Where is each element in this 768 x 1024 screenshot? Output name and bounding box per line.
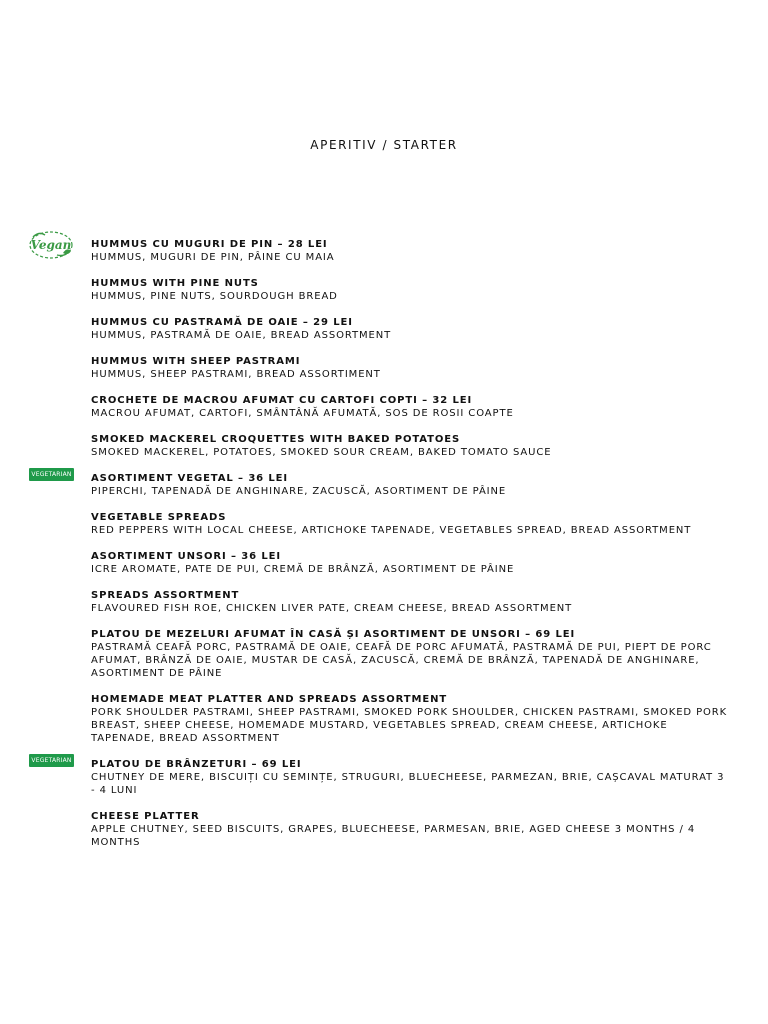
item-title: HUMMUS CU PASTRAMĂ DE OAIE – 29 LEI <box>91 317 353 328</box>
item-title: PLATOU DE MEZELURI AFUMAT ÎN CASĂ ȘI ASORTIMENT DE UNSORI – 69 LEI <box>91 629 576 640</box>
item-title: PLATOU DE BRÂNZETURI – 69 LEI <box>91 759 302 770</box>
item-title: CROCHETE DE MACROU AFUMAT CU CARTOFI COPTI – 32 LEI <box>91 395 473 406</box>
item-title: SMOKED MACKEREL CROQUETTES WITH BAKED POTATOES <box>91 434 461 445</box>
item-description: ICRE AROMATE, PATE DE PUI, CREMĂ DE BRÂNZĂ, ASORTIMENT DE PÂINE <box>91 564 515 575</box>
item-description: HUMMUS, SHEEP PASTRAMI, BREAD ASSORTIMENT <box>91 369 381 380</box>
item-title: CHEESE PLATTER <box>91 811 200 822</box>
menu-item <box>91 277 731 303</box>
vegetarian-badge: VEGETARIAN <box>29 468 74 481</box>
item-description: CHUTNEY DE MERE, BISCUIȚI CU SEMINȚE, STRUGURI, BLUECHEESE, PARMEZAN, BRIE, CAȘCAVAL MATURAT 3 - 4 LUNI <box>91 772 725 796</box>
vegetarian-badge: VEGETARIAN <box>29 754 74 767</box>
item-description: FLAVOURED FISH ROE, CHICKEN LIVER PATE, CREAM CHEESE, BREAD ASSORTMENT <box>91 603 573 614</box>
menu-item <box>30 238 731 264</box>
svg-text:Vegan: Vegan <box>30 238 72 252</box>
menu-item <box>91 394 731 420</box>
item-title: HOMEMADE MEAT PLATTER AND SPREADS ASSORTMENT <box>91 694 448 705</box>
menu-item <box>31 757 731 797</box>
item-description: MACROU AFUMAT, CARTOFI, SMÂNTÂNĂ AFUMATĂ, SOS DE ROSII COAPTE <box>91 408 514 419</box>
item-title: HUMMUS WITH PINE NUTS <box>91 278 259 289</box>
menu-item <box>91 810 731 849</box>
menu-item <box>91 589 731 615</box>
menu-item <box>31 471 731 498</box>
vegan-badge-icon <box>27 228 75 262</box>
item-description: PORK SHOULDER PASTRAMI, SHEEP PASTRAMI, SMOKED PORK SHOULDER, CHICKEN PASTRAMI, SMOKED PORK BREAST, SHEEP CHEESE, HOMEMADE MUSTARD, VEGETABLES SPREAD, CREAM CHEESE, ARTICHOKE TAPENADE, BREAD ASSORTMENT <box>91 707 728 744</box>
menu-item <box>91 433 731 459</box>
menu-item <box>91 628 731 680</box>
item-description: PASTRAMĂ CEAFĂ PORC, PASTRAMĂ DE OAIE, CEAFĂ DE PORC AFUMATĂ, PASTRAMĂ DE PUI, PIEPT DE PORC AFUMAT, BRÂNZĂ DE OAIE, MUSTAR DE CASĂ, ZACUSCĂ, CREMĂ DE BRÂNZĂ, TAPENADĂ DE ANGHINARE, ASORTIMENT DE PÂINE <box>91 642 712 679</box>
item-title: ASORTIMENT UNSORI – 36 LEI <box>91 551 281 562</box>
menu-item <box>91 550 731 576</box>
menu-item <box>91 693 731 745</box>
menu-item <box>91 355 731 381</box>
item-description: HUMMUS, PASTRAMĂ DE OAIE, BREAD ASSORTMENT <box>91 330 392 341</box>
page-title: APERITIV / STARTER <box>310 138 458 152</box>
item-description: HUMMUS, PINE NUTS, SOURDOUGH BREAD <box>91 291 338 302</box>
item-title: SPREADS ASSORTMENT <box>91 590 240 601</box>
menu-list <box>30 238 731 862</box>
item-title: ASORTIMENT VEGETAL – 36 LEI <box>91 473 289 484</box>
item-description: RED PEPPERS WITH LOCAL CHEESE, ARTICHOKE TAPENADE, VEGETABLES SPREAD, BREAD ASSORTMENT <box>91 525 692 536</box>
item-description: APPLE CHUTNEY, SEED BISCUITS, GRAPES, BLUECHEESE, PARMESAN, BRIE, AGED CHEESE 3 MONTHS / 4 MONTHS <box>91 824 696 848</box>
item-description: PIPERCHI, TAPENADĂ DE ANGHINARE, ZACUSCĂ, ASORTIMENT DE PÂINE <box>91 486 507 497</box>
item-title: HUMMUS WITH SHEEP PASTRAMI <box>91 356 301 367</box>
item-title: HUMMUS CU MUGURI DE PIN – 28 LEI <box>91 239 328 250</box>
menu-item <box>91 316 731 342</box>
menu-item <box>91 511 731 537</box>
item-title: VEGETABLE SPREADS <box>91 512 227 523</box>
item-description: HUMMUS, MUGURI DE PIN, PÂINE CU MAIA <box>91 252 335 263</box>
item-description: SMOKED MACKEREL, POTATOES, SMOKED SOUR CREAM, BAKED TOMATO SAUCE <box>91 447 552 458</box>
